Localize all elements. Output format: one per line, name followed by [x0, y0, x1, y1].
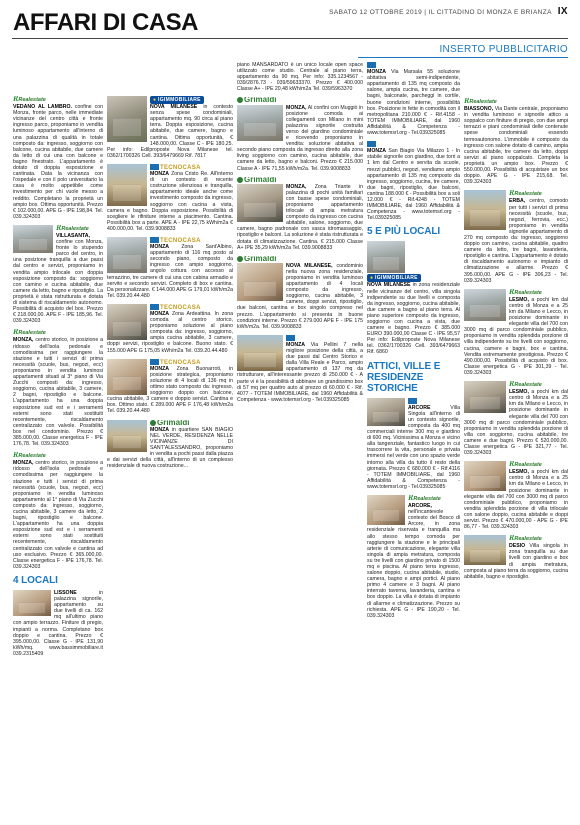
- category-heading: 5 E PIÙ LOCALI: [367, 226, 441, 238]
- property-photo: [237, 105, 283, 141]
- grimaldi-logo-icon: Grimaldi: [237, 177, 276, 183]
- listing-text: Zona Buonarroti, in posizione strategica, proponiamo soluzione di 4 locali di 136 mq in ottimo stato composto da: ingresso, soggiorno doppio con balcone, cucina abitabile, 3 camere e doppio servizi. Cantina e box. Ottimo stato. € 289.000 APE F 176,48 kWh/m2a Tel. 039.20.44.480: [107, 365, 233, 415]
- listing-text: confine con Monza, fronte lo stupendo parco del centro, in una posizione tranquilla a due passi dal centro e servizi, proponiamo in vendita ampio trilocale con doppia esposizione composto da: soggiorno con camino e cucina abitabile, due camere da letto, bagno e ripostiglio. La proprietà è stata ristrutturata e dotata di sistema di riscaldamento autonomo. Possibilità di acquisto del box. Prezzo € 218.000,00. APE F - IPE 185,96. Tel. 039.324303: [13, 239, 103, 325]
- header-info: SABATO 12 OTTOBRE 2019 | IL CITTADINO DI MONZA E BRIANZA IX: [329, 6, 568, 17]
- property-photo: [13, 590, 51, 616]
- listing: [367, 398, 460, 490]
- listing: [367, 141, 460, 221]
- column-2: [107, 96, 233, 815]
- listing-text: Zona Ardeattina. In zona comoda al centro storico, proponiamo soluzione al piano composta da: ingresso, soggiorno, ampia cucina abitabile, 3 camere, doppi servizi, ripostiglio e balcone. Buono stato. € 155.000 APE G 175,05 kWh/m2a Tel. 039.20.44.480: [107, 311, 233, 354]
- listing-text: nell'incantevole contesto del Bosco di Arcore, in zona residenziale riservata e tranquilla ma allo stesso tempo comoda per raggiungere la stazione e le principali arterie di comunicazione, elegante villa singola di ampia metratura, composta su tre livelli con giardino privato di 1500 mq e piscina. Al piano terra ingresso, salone doppio, cucina abitabile, studio, camera, bagno e ampi portici. Al piano primo 4 camere e 3 bagni. Al piano interrato taverna, lavanderia, cantina e box doppio. La villa è dotata di impianto di allarme e climatizzazione. Prezzo su richiesta. APE G - IPE 190,20 - Tel. 039.324303: [367, 509, 460, 619]
- listing: [13, 590, 103, 657]
- category-heading: ATTICI, VILLE E RESIDENZE STORICHE: [367, 360, 441, 394]
- listing-location: NOVA MILANESE: [150, 104, 198, 111]
- listing-text: condominio nella nuova zona residenziale, proponiamo in vendita luminoso appartamento di 4 locali composto da ingresso, soggiorno, cucina abitabile, 3 camere, doppi servizi, ripostiglio, due balconi, cantina e box singolo compreso nel prezzo. L'appartamento si presenta in buone condizioni interne. Prezzo € 279.000 APE F - IPE 175 kWh/m2a. Tel. 039.9008833: [237, 262, 363, 330]
- totem-logo-icon: [367, 141, 377, 148]
- listing-text: centro, comodo per tutti i servizi di prima necessità (scuole, bus, negozi, ferrovia, ecc.) proponiamo in vendita signorile appartamento di 270 mq composto da: ingresso, soggiorno doppio con camino, cucina abitabile, quattro camere da letto, tre bagni, lavanderia, ripostiglio e cantina. L'appartamento è dotato di riscaldamento autonomo e impianto di climatizzazione e allarme. Prezzo € 395.000,00. APE G - IPE 306,23 - Tel. 039.324303: [464, 198, 568, 284]
- listing-location: MONZA: [150, 244, 170, 251]
- listing: [107, 359, 233, 415]
- listing-text: a pochi km dal centro di Monza e a 25 km da Milano e Lecco, in posizione dominante in elegante villa del 700 con 3000 mq di parco condominiale pubblico, proponiamo in vendita splendida porzione di villa indipendente su tre livelli con soggiorno, cucina, camere e bagni, box e cantina. Vendita estremamente prestigiosa. Prezzo € 490.000,00. Possibilità di acquisto di box. Classe energetica G - IPE 301,39 - Tel. 039.324303: [464, 296, 568, 376]
- listing-text: San Biagio Via Milazzo 1 - In stabile signorile con giardino, due torri a 1 km dal Centro e servita da scuole, mezzi pubblici, negozi, vendiamo ampio appartamento di 135 mq composto da ingresso, soggiorno, cucina, tre camere, due bagni, ripostiglio, due balconi, cantina 188.000 € - Possibilità box a soli 12.000 € - Rif.4248 - TOTEM IMMOBILIARE, dal 1960 Affidabilità & Competenza - www.totemsrl.org - Tel.039325085: [367, 148, 460, 222]
- listing-location: LESMO,: [509, 296, 529, 303]
- property-photo: [237, 184, 283, 222]
- igimmobiliare-logo-icon: ● IGIMMOBILIARE: [367, 274, 421, 282]
- totem-logo-icon: [286, 335, 296, 342]
- listing-text: Via Pellini 7 nella migliore posizione della città, a due passi dal Centro Storico e dalla Villa Reale e Parco, ampio appartamento di 137 mq da ristrutturare, all'interessante prezzo di 250.000 € - A parte vi è la possibilità di abbinare un grandissimo box di 57 mq per quattro auto al prezzo di 60.000 € - Rif. 4077 - TOTEM IMMOBILIARE, dal 1960 Affidabilità & Competenza - www.totemsrl.org - Tel.039325085: [237, 341, 363, 403]
- listing: [237, 97, 363, 171]
- column-5: [464, 98, 568, 815]
- listing-location: NOVA MILANESE: [367, 282, 411, 289]
- listing: [107, 164, 233, 232]
- property-photo: [107, 420, 147, 452]
- advertising-banner: INSERTO PUBBLICITARIO: [439, 44, 568, 55]
- realestate-logo-icon: RRealestate: [464, 98, 497, 105]
- column-4: [367, 62, 460, 815]
- listing-location: BIASSONO,: [464, 106, 494, 113]
- property-photo: [464, 289, 506, 321]
- listing: [464, 381, 568, 456]
- listing-text: Via Marsala 55 soluzione abitativa semi-indipendente, appartamento di 135 mq composto da salone, ampia cucina, tre camere, due bagni, balconate, parcheggi in cortile, buone condizioni interne, possibilità box. Posizione in fette in comodità con il metropolitana 210.000 € - Rif.4158 - TOTEM IMMOBILIARE, dal 1960 Affidabilità & Competenza - www.totemsrl.org - Tel.039325085: [367, 69, 460, 137]
- listing-text: Zona Cristo Re. All'interno di un contesto di recente costruzione silenziosa e tranquilla, appartamento ideale anche come investimento composto da ingresso, soggiorno con cucina a vista, camera e bagno. Doppia esposizione. Possibilità di scegliere le rifiniture interne a piacimento. Cantina. Possibilità box a parte. APE A - IPE 22,75 kWh/m2a € 400.000,00. Tel. 039.9008833: [107, 171, 233, 232]
- listing-text: a pochi km dal centro di Monza e a 25 km da Milano e Lecco, in posizione dominante in elegante villa del 700 con 3000 mq di parco condominiale pubblico, proponiamo in vendita splendida porzione di villa con soggiorno, cucina abitabile, tre camere e due bagni. Prezzo € 520.000,00. Classe energetica G - IPE 321,77 - Tel. 039.324303: [464, 389, 568, 457]
- listing-location: MONZA: [150, 365, 170, 372]
- realestate-logo-icon: RRealestate: [13, 452, 46, 460]
- property-photo: [107, 164, 147, 206]
- listing: [13, 452, 103, 570]
- realestate-logo-icon: RRealestate: [56, 224, 89, 232]
- listing-text: centro storico, in posizione a ridosso dell'isola pedonale e comodissima per raggiungere la stazione e tutti i servizi di prima necessità (scuole, bus, negozi, ecc) proponiamo in vendita luminosi appartamenti situati al 3° piano di Via Zucchi composti da: ingresso, soggiorno, cucina abitabile, 3 camere, 2 bagni, ripostiglio e balcone. L'appartamento ha una doppia esposizione sud est e i serramenti esterni sono stati sostituiti recentemente, riscaldamento centralizzato con valvole. Possibilità box nel condominio. Prezzo € 385.000,00. Classe energetica F - IPE 176,78. Tel. 039.324303: [13, 337, 103, 448]
- realestate-logo-icon: RRealestate: [509, 535, 542, 543]
- listing-location: LESMO,: [509, 469, 529, 476]
- listing-text: confine con Monza, fronte parco, nelle immediate vicinanze del centro città e fronte ingresso parco, proponiamo in vendita luminoso appartamento all'interno di una palazzina di qualità in totale composto da: ingresso, soggiorno con balcone, cucina abitabile, due camere da letto di cui una con balcone e bagno finestrato. L'appartamento è dotato di doppia esposizione e cantinata. Data la vicinanza con l'ospedale e con il polo universitario la casa è molto appetibile come investimento per chi vuole messo a reddito. Completano la proprietà un ampio box. Ottima opportunità. Prezzo € 102.000,00. APE G - IPE 198,84. Tel. 039.324303: [13, 104, 103, 220]
- property-photo: [107, 359, 147, 395]
- grimaldi-logo-icon: Grimaldi: [237, 256, 276, 262]
- listing-location: LISSONE: [54, 589, 77, 596]
- property-photo: [464, 381, 506, 413]
- listing: [237, 256, 363, 330]
- column-1: [13, 96, 103, 815]
- grimaldi-logo-icon: Grimaldi: [150, 420, 189, 426]
- listing: [464, 190, 568, 283]
- listing-location: ARCORE: [408, 404, 431, 411]
- listing-location: VILLASANTA,: [56, 232, 90, 239]
- property-photo: [107, 304, 147, 340]
- category-heading: 4 LOCALI: [13, 574, 58, 586]
- tecnocasa-logo-icon: TECNOCASA: [150, 237, 201, 244]
- property-photo: [367, 398, 405, 426]
- listing: [107, 304, 233, 354]
- listing-location: MONZA,: [286, 104, 307, 111]
- listing-location: MONZA,: [286, 183, 307, 190]
- property-photo: [237, 263, 283, 301]
- realestate-logo-icon: RRealestate: [509, 288, 542, 296]
- realestate-logo-icon: RRealestate: [13, 96, 46, 103]
- listing-text: in quartiere SAN BIAGIO NEL VERDE, RESIDENZA NELLE VICINANZE DI SANT'ALESSANDRO, proponiamo in vendita a pochi passi dalla piazza e dai servizi della città, all'interno di un complesso residenziale di nuova costruzione...: [107, 426, 233, 470]
- listing-location: MONZA: [367, 69, 387, 76]
- property-photo: [107, 96, 147, 142]
- listing: [464, 289, 568, 376]
- listing-text: Villa singola in zona tranquilla su due livelli con giardino e box di ampia metratura, composta al piano terra da soggiorno, cucina abitabile, bagno e ripostiglio.: [464, 543, 568, 580]
- issue-date: SABATO 12 OTTOBRE 2019: [329, 9, 423, 16]
- totem-logo-icon: [408, 398, 418, 405]
- listing: [464, 98, 568, 185]
- listing-text: Villa Singola all'interno di un contesto signorile, composta da 400 mq commerciali interne 300 mq e giardino di 600 mq. Vicinissima a Monza e vicino alla tangenziale, fantastico luogo in cui trascorrere la vita, personale e privata immersi nel verde con uno spazio verde intorno alla villa da tutto il resto della giornata. Prezzo € 680.000 € - Rif.4116 - TOTEM IMMOBILIARE, dal 1960 Affidabilità & Competenza - www.totemsrl.org - Tel.039325085: [367, 404, 460, 490]
- property-photo: [464, 535, 506, 565]
- property-photo: [237, 335, 283, 371]
- tecnocasa-logo-icon: TECNOCASA: [150, 304, 201, 311]
- listing-location: MONZA,: [13, 460, 34, 467]
- property-photo: [464, 190, 506, 230]
- property-photo: [367, 495, 405, 525]
- listing: [464, 461, 568, 530]
- listing-text: a pochi km dal centro di Monza e a 25 km da Milano e Lecco, in posizione dominante in elegante villa del 700 con 3000 mq di parco condominiale pubblico, proponiamo in vendita splendida porzione di villa trilocale con salone doppio, cucina abitabile e doppi servizi. Prezzo € 470.000,00 - APE G - IPE 86,77 - Tel. 039.324303: [464, 469, 568, 531]
- listing-text: in zona residenziale nelle vicinanze del centro, villa singola indipendente su due livelli e composta da ingresso, soggiorno, cucina abitabile, due camere a bagno al piano terra. Al piano superiore composto da ingresso, soggiorno con cucina a vista, due camere e bagno. Prezzo € 385.000 EURO 390.000,00 Classe C - IPE 95,57 Per info: Edilproposte Nova Milanese tel. 0362/1700326 Cell. 393/6479663 Rif. 6860: [367, 282, 460, 356]
- listing-text: Zona Triante in palazzina di pochi unità familiari con basse spese condominiali, proponiamo appartamento trilocale di ampia metratura composto da ingresso con cucina abitabile, salone, soggiorno, due camere, bagno padronale con vasca idromassaggio, ripostiglio e balconi. La soluzione è stata ristrutturata e dotata di climatizzazione. Cantina. € 215.000 Classe A+ IPE 35,29 kWh/m2a Tel. 039.9008833: [237, 183, 363, 251]
- listing-location: VEDANO AL LAMBRO.: [13, 104, 72, 111]
- listing-location: LESMO,: [509, 389, 529, 396]
- listing-location: ERBA,: [509, 198, 526, 205]
- property-photo: [367, 241, 405, 273]
- listing: [367, 62, 460, 136]
- property-photo: [13, 225, 53, 253]
- realestate-logo-icon: RRealestate: [509, 190, 542, 198]
- property-photo: [464, 461, 506, 491]
- listing-location: MONZA: [150, 311, 170, 317]
- listing-text: Zona Sant'Albino, appartamento di 116 mq posto al secondo piano, composto da ingresso con ampio soggiorno, angolo cottura con accesso al terrazzino, tre camere di cui una con cabina armadio e servito e secondo servizi. Completo di box e cantina. Da personalizzare. € 144.000 APE G 179,01 kWh/m2a Tel. 039.20.44.480: [107, 244, 233, 299]
- listing: [107, 420, 233, 470]
- listing-text: piano MANSARDATO è un unico locale open space utilizzato come studio. Centrale al piano terra, appartamento da 90 mq. Per info: 335.1234567 - 039/2876.73 - 039/59633370. Prezzo € 400.000 Classe A+ - IPE 20,48 kWh/m2a Tel. 039/5963370: [237, 62, 363, 93]
- realestate-logo-icon: RRealestate: [13, 329, 46, 337]
- listing-location: MONZA: [286, 341, 306, 348]
- listing-location: MONZA,: [13, 337, 34, 344]
- listing-location: MONZA: [367, 148, 387, 155]
- listing-text: in contesto senza spese condominiali, appartamento mq. 90 circa al piano terra. Doppia esposizione, cucina abitabile, due camere, bagno e cantina. Ottima opportunità, € 148.000,00. Classe C - IPE 180,25. Per info: Edilproposte Nova Milanese tel. 0362/1700326 Cell. 393/6479669 Rif. 7817: [107, 104, 233, 159]
- realestate-logo-icon: RRealestate: [509, 461, 542, 469]
- listing-text: Al confini con Muggiò in posizione comoda ai collegamenti con Milano in mini palazzina signorile costruita verso del giardino condominiale e ricevendo proponiamo in vendita: soluzione abitativa al secondo piano composta da ingresso diretto alla zona living soggiorno con camino, cucina abitabile, due camere da letto, bagno e balconi. Prezzo € 215.000 Classe A - IPE 71,55 kWh/m2a. Tel. 039.9008833: [237, 104, 363, 172]
- listing-text: Via Dante centrale, proponiamo in vendita luminoso e signorile attico a soppalco con finiture di pregio, con due ampi terrazzi e piani condominiali delle contenute spese condominiali essendo termoautonomo. L'immobile è composto da ingresso con salone dotato di camino, ampia cucina abitabile, tre camere da letto, doppi servizi al piano soppalcato. Completa la proprietà un ampio box. Prezzo € 550.000,00. Possibilità di acquistare un box doppio. APE G - IPE 215,68. Tel. 039.324303: [464, 106, 568, 186]
- listing-location: MONZA: [150, 171, 170, 178]
- tecnocasa-logo-icon: TECNOCASA: [150, 359, 201, 366]
- realestate-logo-icon: RRealestate: [408, 494, 441, 502]
- listing: [107, 96, 233, 159]
- banner-divider: [358, 57, 568, 58]
- listing-location: DESIO: [509, 543, 526, 550]
- grimaldi-logo-icon: Grimaldi: [237, 97, 276, 103]
- igimmobiliare-logo-icon: ● IGIMMOBILIARE: [150, 96, 204, 104]
- property-photo: [107, 237, 147, 273]
- listing-text: in palazzina signorile, appartamento su due livelli di ca. 162 mq all'ultimo piano con ampio terrazzo. Finiture di pregio, impianti a norma. Completano box doppio e cantina. Prezzo € 395.000,00. Classe G - IPE 131,90 kWh/mq. www.bassimmobiliare.it 039.2315409: [13, 589, 103, 657]
- page-number: IX: [557, 6, 568, 17]
- page-header: [0, 0, 580, 42]
- listing-location: MONZA: [150, 426, 170, 433]
- listing: [107, 237, 233, 299]
- header-divider: [12, 38, 568, 39]
- listing: [367, 241, 460, 355]
- listing: [464, 535, 568, 580]
- listing-location: NOVA MILANESE,: [286, 262, 333, 269]
- listing-location: ARCORE,: [408, 503, 432, 510]
- column-3: [237, 62, 363, 815]
- listing: [237, 177, 363, 251]
- listing-text: centro storico, in posizione a ridosso dell'isola pedonale e comodissima per raggiungere la stazione e tutti i servizi di prima necessità (scuole, bus, negozi, ecc) proponiamo in vendita luminoso appartamento al 1° piano di Via Zucchi composto da: ingresso, soggiorno, cucina abitabile, 3 camere da letto, 2 bagni, ripostiglio e balcone. L'appartamento ha una doppia esposizione sud est e i serramenti esterni sono stati sostituiti recentemente, riscaldamento centralizzato con valvole e cantina ad uso esclusivo. Prezzo € 365.000,00. Classe energetica F - IPE 176,78. Tel. 039.324303: [13, 460, 103, 570]
- listing: [13, 329, 103, 447]
- newspaper-name: IL CITTADINO DI MONZA E BRIANZA: [428, 9, 552, 16]
- listing: [13, 96, 103, 220]
- tecnocasa-logo-icon: TECNOCASA: [150, 164, 201, 171]
- section-title: AFFARI DI CASA: [13, 9, 198, 36]
- listing: [13, 225, 103, 325]
- listing: [237, 335, 363, 403]
- realestate-logo-icon: RRealestate: [509, 381, 542, 389]
- listing: [367, 495, 460, 619]
- listing: [237, 62, 363, 92]
- totem-logo-icon: [367, 62, 377, 69]
